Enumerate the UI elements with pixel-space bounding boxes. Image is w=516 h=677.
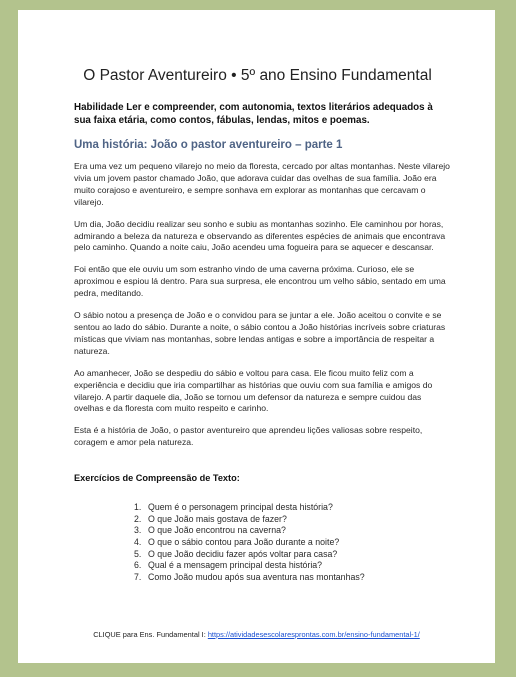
- question-number: 4.: [134, 536, 142, 547]
- question-number: 2.: [134, 513, 142, 524]
- question-text: O que o sábio contou para João durante a noite?: [148, 536, 340, 547]
- story-paragraph-6: Esta é a história de João, o pastor aventureiro que aprendeu lições valiosas sobre respeito, coragem e amor pela natureza.: [74, 425, 423, 448]
- document-page: [18, 10, 495, 663]
- list-item: [134, 502, 451, 514]
- question-number: 7.: [134, 571, 142, 582]
- story-paragraph-3: Foi então que ele ouviu um som estranho vindo de uma caverna próxima. Curioso, ele se aproximou e espiou lá dentro. Para sua surpresa, ele encontrou um velho sábio, sentado em uma pedra, meditando.: [74, 264, 446, 299]
- list-item: [134, 525, 451, 537]
- list-item: [134, 572, 451, 584]
- footer-link[interactable]: https://atividadesescolaresprontas.com.br/ensino-fundamental-1/: [207, 630, 420, 639]
- question-text: Quem é o personagem principal desta história?: [148, 502, 333, 513]
- list-item: [134, 514, 451, 526]
- question-text: O que João mais gostava de fazer?: [148, 513, 287, 524]
- list-item: [134, 549, 451, 561]
- story-paragraph-4: O sábio notou a presença de João e o convidou para se juntar a ele. João aceitou o convite e se sentou ao lado do sábio. Durante a noite, o sábio contou a João histórias incríveis sobre criaturas místicas que viviam nas montanhas, sobre lendas antigas e sobre a importância de respeitar a natureza.: [74, 310, 446, 356]
- footer: [18, 630, 495, 639]
- story-subtitle: Uma história: João o pastor aventureiro – parte 1: [74, 139, 343, 151]
- story-paragraph-5: Ao amanhecer, João se despediu do sábio e voltou para casa. Ele ficou muito feliz com a experiência e decidiu que iria compartilhar as histórias que ouviu com sua família e amigos do vilarejo. A partir daquele dia, João se tornou um defensor da natureza e sempre cuidou das ovelhas e da floresta com muito respeito e carinho.: [74, 367, 433, 414]
- story-paragraph-2: Um dia, João decidiu realizar seu sonho e subiu as montanhas sozinho. Ele caminhou por horas, admirando a beleza da natureza e observando as diferentes espécies de animais que encontrava pelo caminho. Quando a noite caiu, João acendeu uma fogueira para se aquecer e descansar.: [74, 218, 446, 253]
- question-text: Como João mudou após sua aventura nas montanhas?: [148, 571, 365, 582]
- skill-statement: Habilidade Ler e compreender, com autonomia, textos literários adequados à sua faixa etária, como contos, fábulas, lendas, mitos e poemas.: [74, 102, 433, 126]
- footer-label: CLIQUE para Ens. Fundamental I:: [93, 630, 206, 639]
- question-text: O que João decidiu fazer após voltar para casa?: [148, 548, 338, 559]
- question-text: O que João encontrou na caverna?: [148, 525, 286, 536]
- question-text: Qual é a mensagem principal desta história?: [148, 560, 323, 571]
- story-paragraph-1: Era uma vez um pequeno vilarejo no meio da floresta, cercado por altas montanhas. Neste vilarejo vivia um jovem pastor chamado João, que adorava cuidar das ovelhas de sua família. João era muito corajoso e aventureiro, e sempre sonhava em explorar as montanhas que cercavam o vilarejo.: [74, 161, 450, 207]
- exercises-heading: Exercícios de Compreensão de Texto:: [74, 473, 240, 484]
- question-number: 1.: [134, 502, 142, 513]
- question-list: [74, 502, 451, 583]
- question-number: 6.: [134, 560, 142, 571]
- list-item: [134, 560, 451, 572]
- list-item: [134, 537, 451, 549]
- question-number: 5.: [134, 548, 142, 559]
- question-number: 3.: [134, 525, 142, 536]
- page-title: O Pastor Aventureiro • 5º ano Ensino Fundamental: [83, 67, 432, 84]
